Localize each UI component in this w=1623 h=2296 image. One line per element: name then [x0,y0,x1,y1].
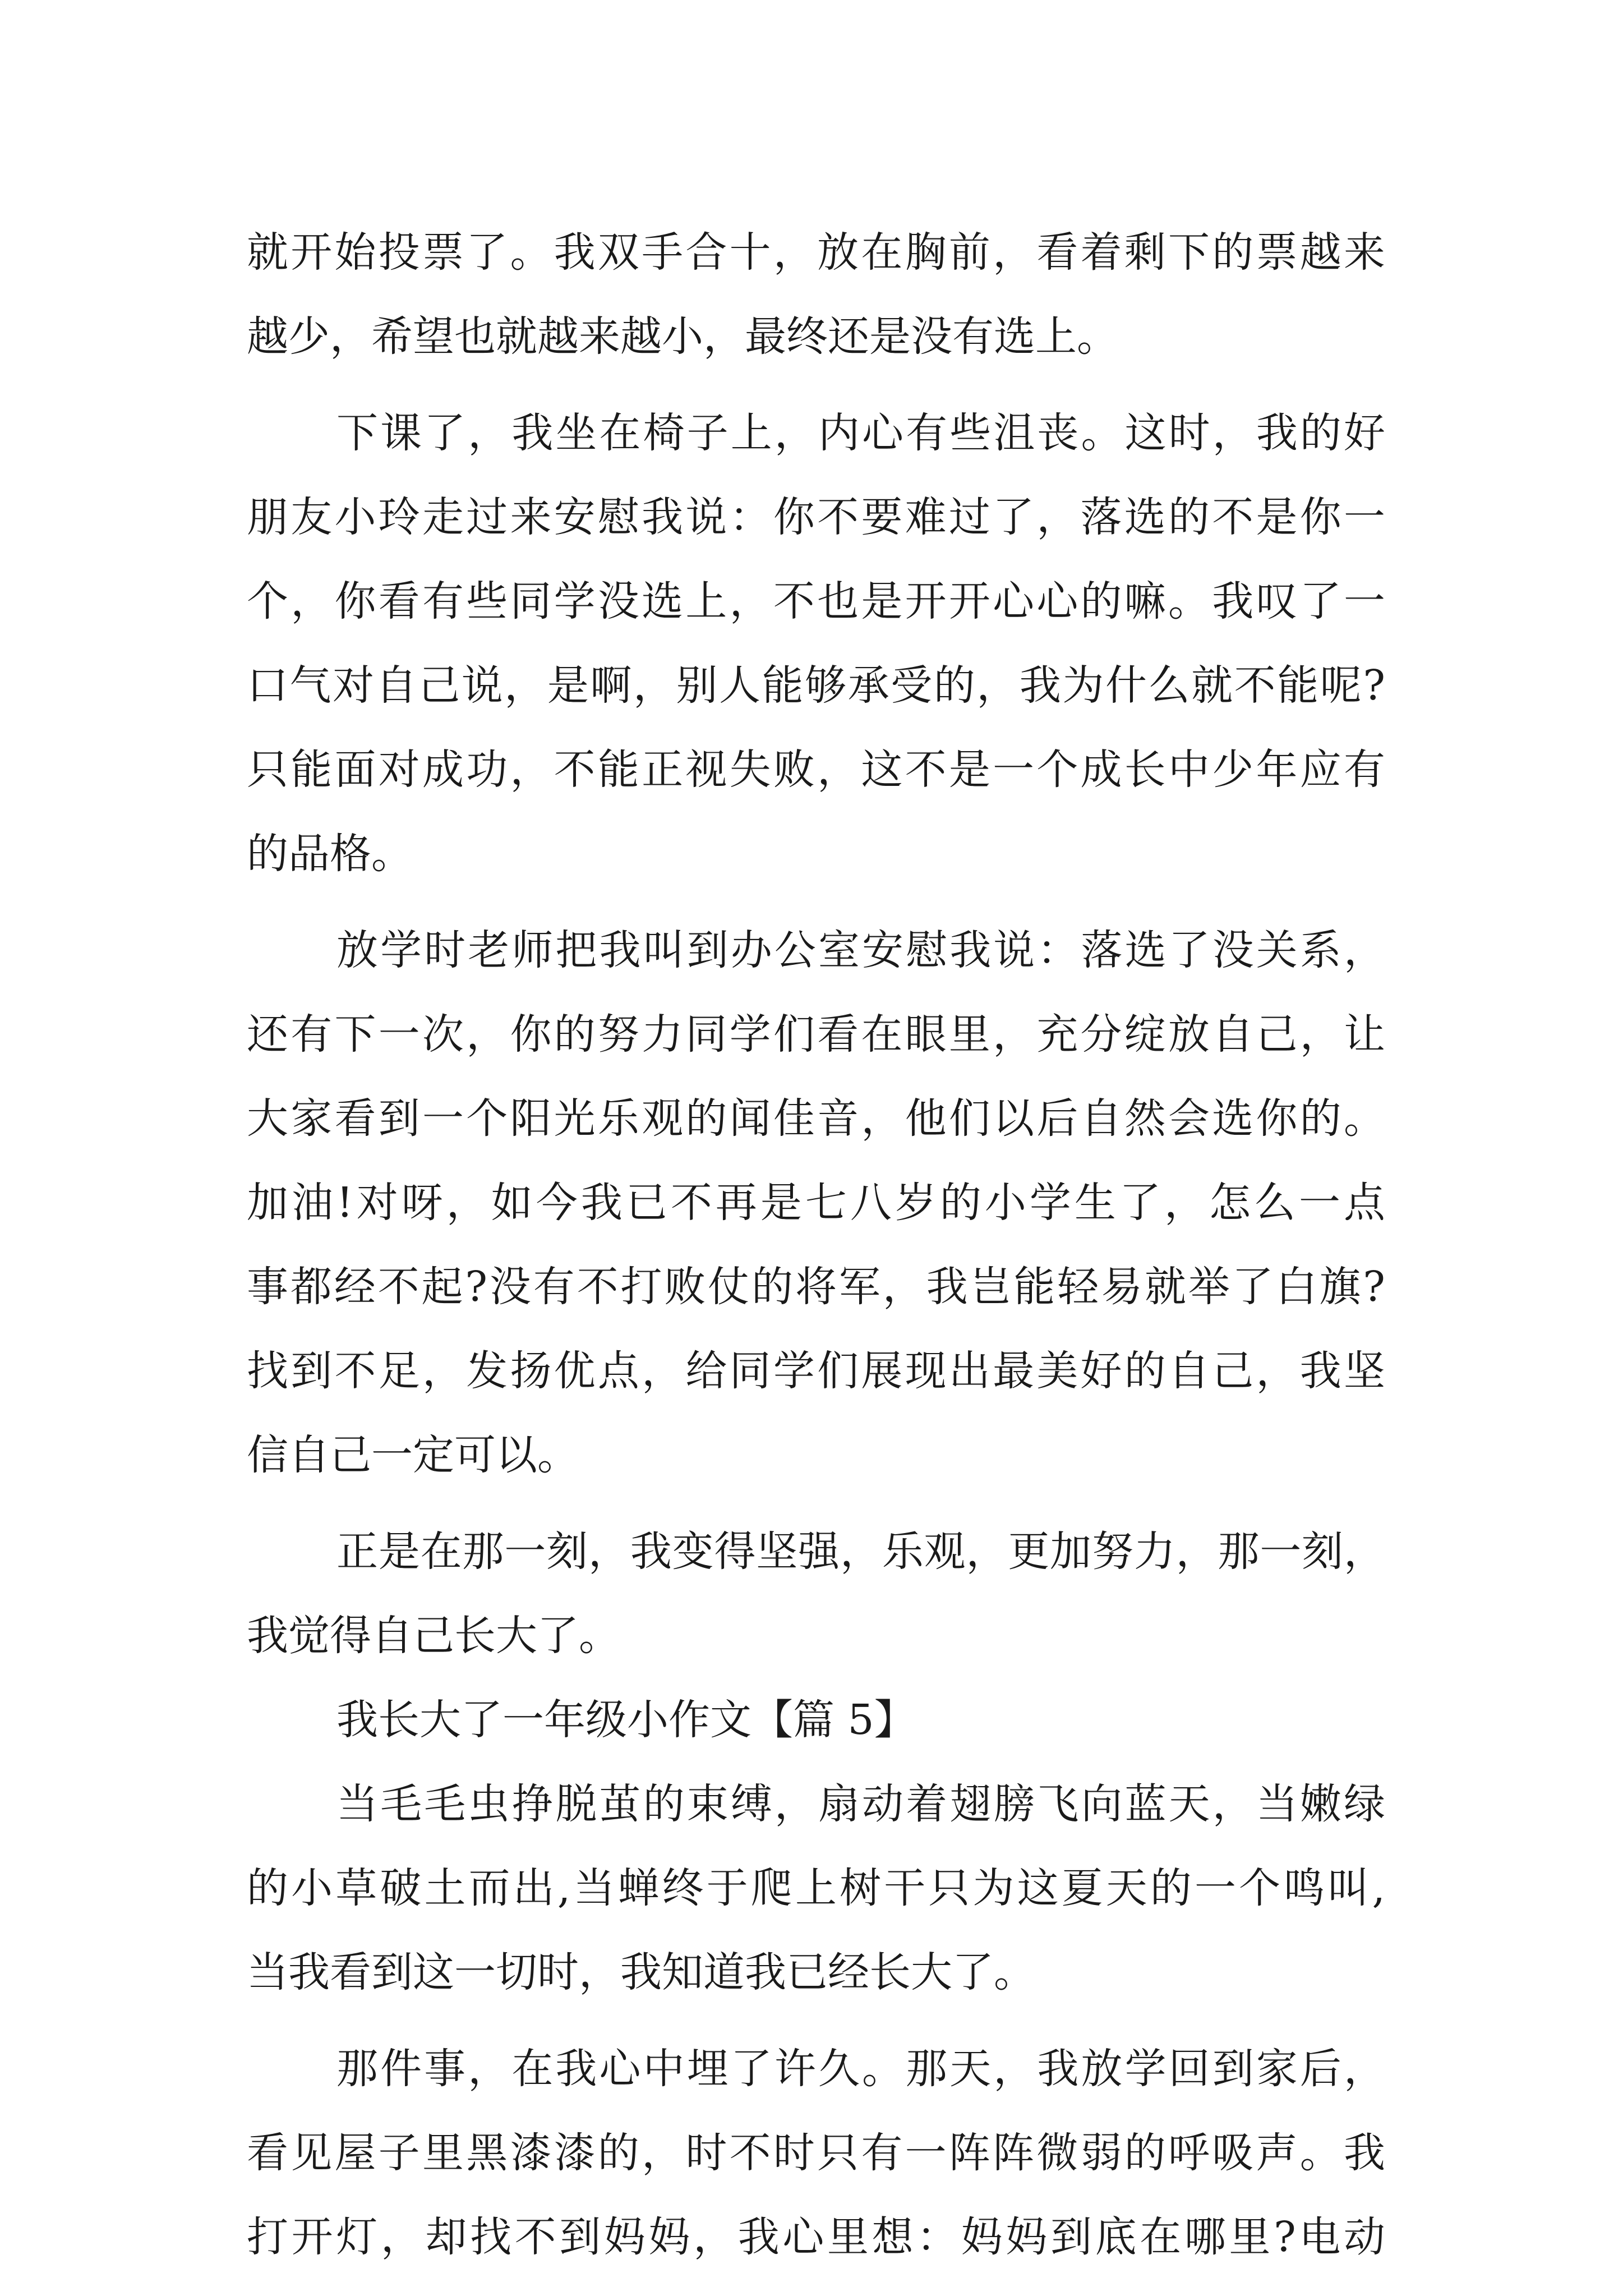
text-line: 下课了，我坐在椅子上，内心有些沮丧。这时，我的好 [336,409,1385,457]
text-line: 的小草破土而出,当蝉终于爬上树干只为这夏天的一个鸣叫, [247,1864,1385,1912]
text-line: 看见屋子里黑漆漆的，时不时只有一阵阵微弱的呼吸声。我 [247,2129,1385,2177]
document-body [247,210,1385,2279]
text-line: 放学时老师把我叫到办公室安慰我说：落选了没关系， [336,926,1385,974]
text-line: 我觉得自己长大了。 [247,1612,620,1660]
paragraph [247,2027,1385,2279]
section-heading [247,1678,1385,1762]
text-line: 找到不足，发扬优点，给同学们展现出最美好的自己，我坚 [247,1347,1385,1395]
text-line: 正是在那一刻，我变得坚强，乐观，更加努力，那一刻， [336,1527,1385,1576]
text-line: 那件事，在我心中埋了许久。那天，我放学回到家后， [336,2045,1385,2093]
text-line: 事都经不起?没有不打败仗的将军，我岂能轻易就举了白旗? [247,1263,1385,1311]
text-line: 当我看到这一切时，我知道我已经长大了。 [247,1948,1035,1996]
paragraph [247,391,1385,896]
text-line: 的品格。 [247,830,413,878]
text-line: 加油!对呀，如今我已不再是七八岁的小学生了，怎么一点 [247,1179,1385,1227]
text-line: 朋友小玲走过来安慰我说：你不要难过了，落选的不是你一 [247,493,1385,541]
paragraph [247,210,1385,379]
text-line: 只能面对成功，不能正视失败，这不是一个成长中少年应有 [247,746,1385,794]
paragraph [247,1510,1385,1678]
text-line: 打开灯，却找不到妈妈，我心里想：妈妈到底在哪里?电动 [247,2213,1385,2261]
text-line: 信自己一定可以。 [247,1431,579,1479]
paragraph [247,1762,1385,2014]
text-line: 个，你看有些同学没选上，不也是开开心心的嘛。我叹了一 [247,577,1385,625]
text-line: 就开始投票了。我双手合十，放在胸前，看着剩下的票越来 [247,228,1385,277]
text-line: 越少，希望也就越来越小，最终还是没有选上。 [247,312,1118,361]
heading-text: 我长大了一年级小作文【篇 5】 [336,1696,916,1744]
text-line: 口气对自己说，是啊，别人能够承受的，我为什么就不能呢? [247,661,1385,710]
text-line: 还有下一次，你的努力同学们看在眼里，充分绽放自己，让 [247,1010,1385,1059]
paragraph [247,908,1385,1497]
text-line: 当毛毛虫挣脱茧的束缚，扇动着翅膀飞向蓝天，当嫩绿 [336,1780,1385,1828]
text-line: 大家看到一个阳光乐观的闻佳音，他们以后自然会选你的。 [247,1094,1385,1143]
